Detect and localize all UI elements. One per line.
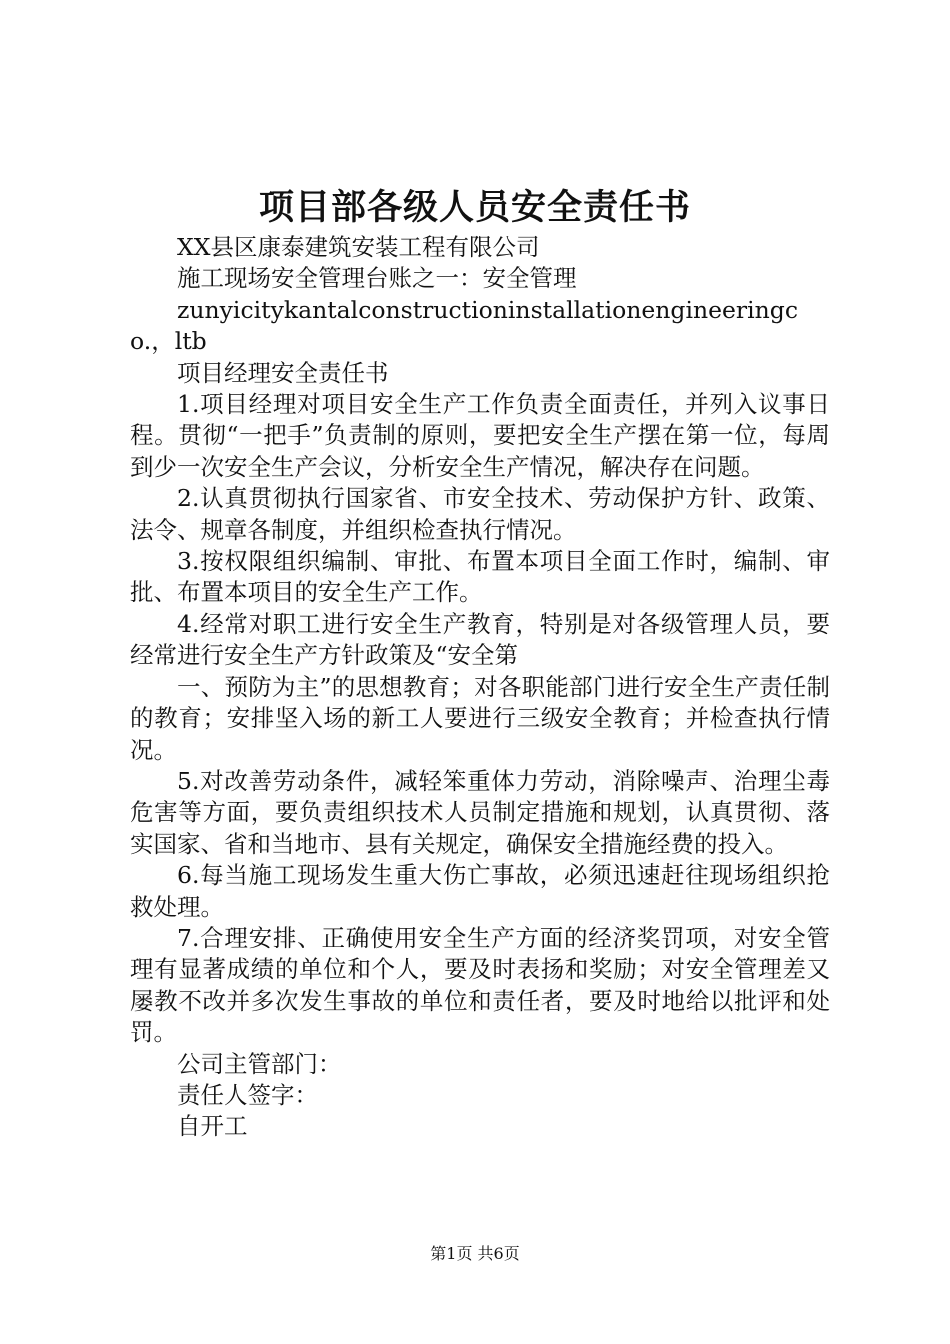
clause-2: 2.认真贯彻执行国家省、市安全技术、劳动保护方针、政策、法令、规章各制度，并组织检查执行情况。	[130, 484, 830, 544]
clause-4-continued: 一、预防为主”的思想教育；对各职能部门进行安全生产责任制的教育；安排坚入场的新工人要进行三级安全教育；并检查执行情况。	[130, 672, 830, 764]
clause-5: 5.对改善劳动条件，减轻笨重体力劳动，消除噪声、治理尘毒危害等方面，要负责组织技术人员制定措施和规划，认真贯彻、落实国家、省和当地市、县有关规定，确保安全措施经费的投入。	[130, 766, 830, 858]
company-name: XX县区康泰建筑安装工程有限公司	[177, 233, 540, 261]
ledger-subtitle: 施工现场安全管理台账之一：安全管理	[177, 264, 577, 293]
clause-1: 1.项目经理对项目安全生产工作负责全面责任，并列入议事日程。贯彻“一把手”负责制的原则，要把安全生产摆在第一位，每周到少一次安全生产会议，分析安全生产情况，解决存在问题。	[130, 390, 830, 481]
clause-3: 3.按权限组织编制、审批、布置本项目全面工作时，编制、审批、布置本项目的安全生产工作。	[130, 547, 830, 607]
document-title: 项目部各级人员安全责任书	[258, 187, 691, 228]
clause-6: 6.每当施工现场发生重大伤亡事故，必须迅速赶往现场组织抢救处理。	[130, 861, 830, 921]
start-label: 自开工	[177, 1112, 248, 1141]
department-label: 公司主管部门：	[177, 1049, 342, 1078]
document-body	[130, 232, 830, 1143]
clause-7: 7.合理安排、正确使用安全生产方面的经济奖罚项，对安全管理有显著成绩的单位和个人，要及时表扬和奖励；对安全管理差又屡教不改并多次发生事故的单位和责任者，要及时地给以批评和处罚。	[130, 923, 830, 1047]
clause-4: 4.经常对职工进行安全生产教育，特别是对各级管理人员，要经常进行安全生产方针政策及“安全第	[130, 609, 830, 670]
section-heading: 项目经理安全责任书	[177, 358, 389, 387]
company-english-name: zunyicitykantalconstructioninstallationengineeringco.，ltb	[130, 295, 799, 356]
signature-label: 责任人签字：	[177, 1080, 318, 1109]
page-indicator: 第1页 共6页	[430, 1244, 520, 1263]
